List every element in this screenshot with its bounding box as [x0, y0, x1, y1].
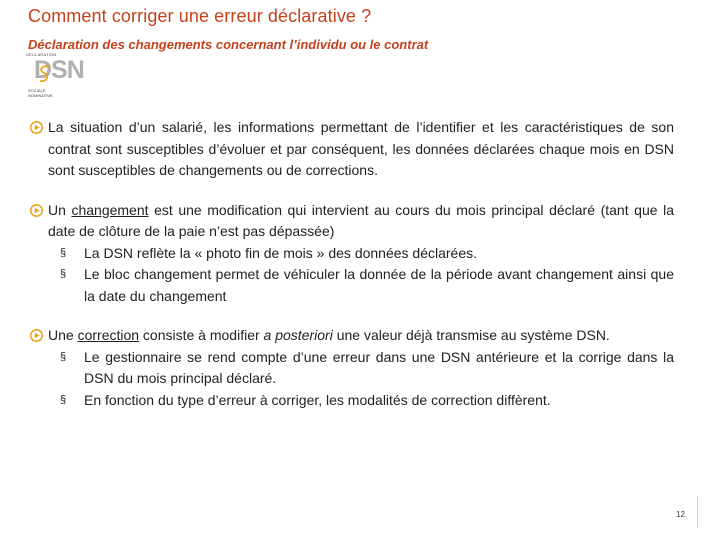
- section-marker-icon: §: [60, 246, 67, 259]
- content: [30, 117, 674, 411]
- dsn-logo: [26, 52, 90, 102]
- sub-item-text: Le bloc changement permet de véhiculer la donnée de la période avant changement ainsi que la date du changement: [84, 266, 674, 304]
- section-marker-icon: §: [60, 350, 67, 363]
- paragraph-changement: [30, 200, 674, 308]
- logo-s-mark-icon: [38, 64, 52, 84]
- paragraph-correction: [30, 325, 674, 411]
- sub-item-text: En fonction du type d’erreur à corriger, les modalités de correction diffèrent.: [84, 391, 551, 408]
- page-title: Comment corriger une erreur déclarative ?: [28, 6, 372, 26]
- paragraph-situation: [30, 117, 674, 182]
- paragraph-text-middle: consiste à modifier: [139, 327, 264, 343]
- page-number: 12: [676, 510, 685, 519]
- logo-bottom-line2: NOMINATIVE: [28, 93, 53, 98]
- section-marker-icon: §: [60, 268, 67, 280]
- play-arrow-bullet-icon: [30, 121, 43, 134]
- sub-item: [48, 347, 674, 390]
- page-subtitle: Déclaration des changements concernant l’individu ou le contrat: [28, 37, 429, 52]
- keyword-changement: changement: [71, 201, 149, 218]
- paragraph-text: La situation d’un salarié, les informations permettant de l’identifier et les caractéristiques de son contrat sont susceptibles d’évoluer et par conséquent, les données déclarées chaque mois en DSN sont susceptibles de changements ou de corrections.: [48, 119, 674, 178]
- sub-item: [48, 243, 674, 265]
- paragraph-text-before: Une: [48, 327, 78, 343]
- logo-bottom-text: [28, 88, 53, 98]
- italic-a-posteriori: a posteriori: [263, 327, 333, 343]
- sub-item-text: Le gestionnaire se rend compte d’une erreur dans une DSN antérieure et la corrige dans la DSN du mois principal déclaré.: [84, 348, 674, 386]
- paragraph-text-after: est une modification qui intervient au cours du mois principal déclaré (tant que la date de clôture de la paie n’est pas dépassée): [48, 201, 674, 239]
- play-arrow-bullet-icon: [30, 329, 43, 342]
- play-arrow-bullet-icon: [30, 204, 43, 217]
- sub-item-text: La DSN reflète la « photo fin de mois » des données déclarées.: [84, 244, 478, 261]
- sub-item: [48, 264, 674, 307]
- logo-bottom-line1: SOCIALE: [28, 88, 46, 93]
- section-marker-icon: §: [60, 393, 67, 406]
- sub-item: [48, 390, 674, 412]
- logo-main-text: DSN: [34, 56, 84, 84]
- footer-divider: [697, 496, 698, 528]
- logo-top-text: DÉCLARATION: [26, 52, 57, 57]
- keyword-correction: correction: [77, 327, 140, 343]
- paragraph-text-before: Un: [48, 201, 72, 218]
- paragraph-text-after: une valeur déjà transmise au système DSN.: [332, 327, 610, 343]
